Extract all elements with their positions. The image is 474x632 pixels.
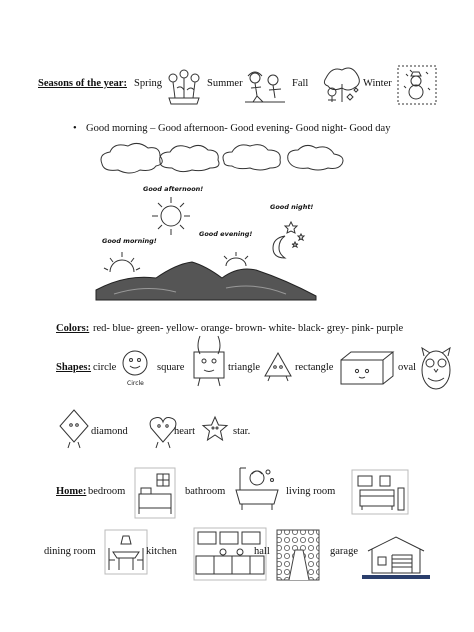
- season-spring: Spring: [134, 78, 163, 89]
- shape-oval: oval: [398, 362, 417, 373]
- square-character-picture: [190, 334, 228, 388]
- bathroom-picture: [232, 462, 282, 514]
- summer-picture: [243, 68, 287, 104]
- good-evening-caption: Good evening!: [199, 230, 253, 238]
- home-hall: hall: [254, 546, 270, 557]
- spring-picture: [165, 68, 203, 106]
- home-kitchen: kitchen: [146, 546, 177, 557]
- shape-circle: circle: [93, 362, 117, 373]
- sun-picture: [150, 195, 192, 237]
- circle-character-picture: [120, 348, 150, 378]
- season-summer: Summer: [207, 78, 243, 89]
- rectangle-box-picture: [337, 348, 395, 388]
- good-morning-caption: Good morning!: [102, 237, 157, 245]
- living-room-picture: [350, 468, 410, 516]
- bedroom-picture: [131, 464, 179, 522]
- good-night-caption: Good night!: [270, 203, 314, 211]
- mountains-picture: [96, 244, 318, 300]
- home-living-room: living room: [286, 486, 336, 497]
- shape-star: star.: [233, 426, 251, 437]
- star-character-picture: [201, 415, 229, 443]
- shapes-label: Shapes:: [56, 362, 92, 373]
- triangle-character-picture: [262, 350, 294, 382]
- shape-heart: heart: [174, 426, 195, 437]
- clouds-picture: [98, 140, 360, 174]
- hall-picture: [275, 528, 321, 582]
- greetings-text: Good morning – Good afternoon- Good evening- Good night- Good day: [86, 123, 391, 134]
- home-garage: garage: [330, 546, 358, 557]
- home-label: Home:: [56, 486, 87, 497]
- winter-picture: [396, 64, 438, 106]
- season-fall: Fall: [292, 78, 309, 89]
- seasons-label: Seasons of the year:: [38, 78, 127, 89]
- bullet-dot: •: [73, 123, 77, 134]
- good-afternoon-caption: Good afternoon!: [143, 185, 204, 193]
- home-bathroom: bathroom: [185, 486, 226, 497]
- colors-label: Colors:: [56, 323, 90, 334]
- dining-room-picture: [103, 528, 149, 576]
- garage-picture: [362, 533, 430, 579]
- home-dining-room: dining room: [44, 546, 96, 557]
- shape-diamond: diamond: [91, 426, 128, 437]
- colors-text: red- blue- green- yellow- orange- brown- white- black- grey- pink- purple: [93, 323, 404, 334]
- diamond-character-picture: [58, 408, 90, 450]
- circle-caption: Circle: [127, 380, 144, 387]
- oval-owl-picture: [418, 344, 454, 392]
- shape-triangle: triangle: [228, 362, 261, 373]
- season-winter: Winter: [363, 78, 392, 89]
- home-bedroom: bedroom: [88, 486, 126, 497]
- shape-square: square: [157, 362, 185, 373]
- shape-rectangle: rectangle: [295, 362, 334, 373]
- fall-picture: [320, 64, 362, 104]
